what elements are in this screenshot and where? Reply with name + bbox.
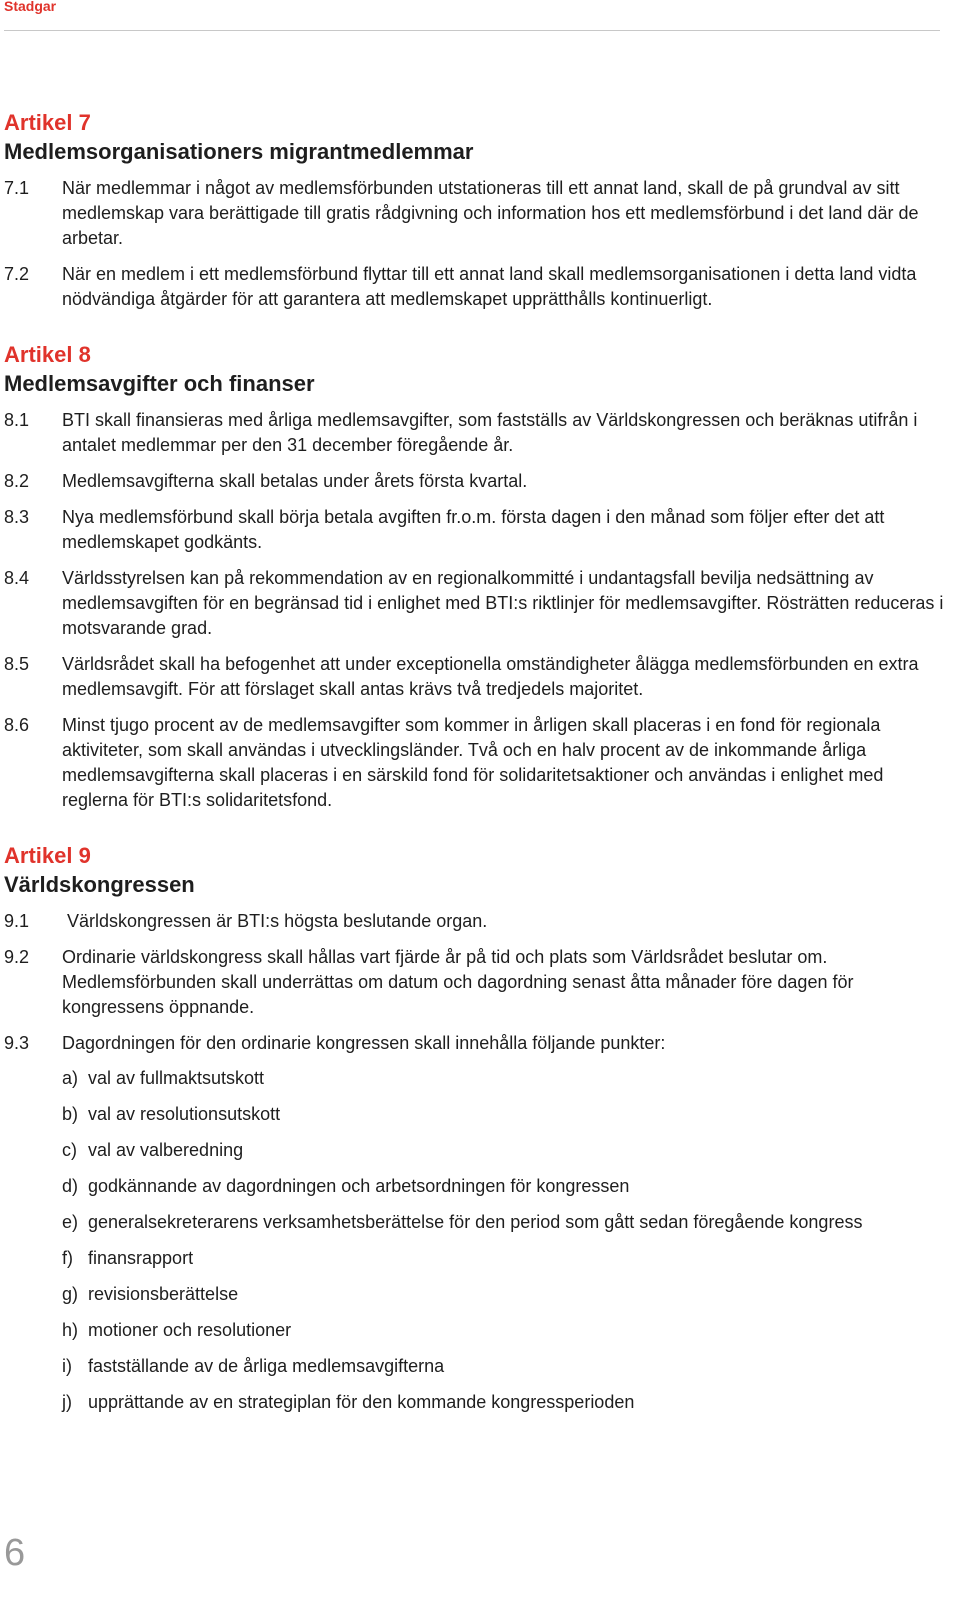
article-title: Medlemsavgifter och finanser [4,371,315,396]
clause [4,176,944,251]
list-item [62,1066,944,1091]
article-8 [4,340,944,813]
list-item-text: upprättande av en strategiplan för den kommande kongressperioden [88,1392,635,1412]
list-item [62,1282,944,1307]
clause-text: Nya medlemsförbund skall börja betala avgiften fr.o.m. första dagen i den månad som följer efter det att medlemskapet godkänts. [62,507,885,552]
clause-text: Dagordningen för den ordinarie kongressen skall innehålla följande punkter: [62,1033,666,1053]
list-item-text: val av fullmaktsutskott [88,1068,265,1088]
list-item-letter: a) [62,1068,79,1088]
list-item [62,1318,944,1343]
clause-text: Medlemsavgifterna skall betalas under årets första kvartal. [62,471,528,491]
list-item-text: godkännande av dagordningen och arbetsordningen för kongressen [88,1176,630,1196]
list-item [62,1102,944,1127]
article-number: Artikel 8 [4,342,91,367]
clause-text: Världsrådet skall ha befogenhet att under exceptionella omständigheter ålägga medlemsförbunden en extra medlemsavgift. För att förslaget skall antas krävs två tredjedels majoritet. [62,654,919,699]
clause [4,945,944,1020]
clause-text: Minst tjugo procent av de medlemsavgifter som kommer in årligen skall placeras i en fond för regionala aktiviteter, som skall användas i utvecklingsländer. Två och en halv procent av de inkommande årliga medlemsavgifterna skall placeras i en särskild fond för solidaritetsaktioner och användas i enlighet med reglerna för BTI:s solidaritetsfond. [62,715,884,810]
clause-text: Ordinarie världskongress skall hållas vart fjärde år på tid och plats som Världsrådet beslutar om. Medlemsförbunden skall underrättas om datum och dagordning senast åtta månader före dagen för kongressens öppnande. [62,947,854,1017]
list-item-letter: g) [62,1284,79,1304]
clause-text: Världskongressen är BTI:s högsta beslutande organ. [62,911,488,931]
clause [4,1031,944,1426]
list-item-letter: d) [62,1176,79,1196]
clause-number: 8.5 [4,654,30,674]
clause [4,909,944,934]
list-item-text: val av valberedning [88,1140,244,1160]
clause-number: 8.6 [4,715,30,735]
list-item-letter: e) [62,1212,79,1232]
list-item [62,1138,944,1163]
clause-number: 8.3 [4,507,30,527]
list-item-text: motioner och resolutioner [88,1320,292,1340]
list-item [62,1174,944,1199]
clause [4,469,944,494]
list-item-letter: i) [62,1356,72,1376]
list-item-letter: b) [62,1104,79,1124]
list-item [62,1390,944,1415]
list-item-text: generalsekreterarens verksamhetsberättelse för den period som gått sedan föregående kongress [88,1212,863,1232]
clause [4,652,944,702]
clause-number: 9.1 [4,911,30,931]
list-item [62,1354,944,1379]
list-item-text: fastställande av de årliga medlemsavgifterna [88,1356,445,1376]
list-item-letter: c) [62,1140,77,1160]
clause-number: 7.1 [4,178,30,198]
article-7 [4,108,944,312]
list-item-text: revisionsberättelse [88,1284,239,1304]
clause [4,505,944,555]
clause [4,713,944,813]
document-section-label: Stadgar [4,0,57,14]
clause-content [62,1031,944,1426]
list-item-letter: f) [62,1248,73,1268]
list-item [62,1210,944,1235]
article-number: Artikel 7 [4,110,91,135]
clause-number: 8.1 [4,410,30,430]
clause-number: 9.3 [4,1033,30,1053]
list-item-text: val av resolutionsutskott [88,1104,281,1124]
clause-text: Världsstyrelsen kan på rekommendation av en regionalkommitté i undantagsfall bevilja nedsättning av medlemsavgiften för en begränsad tid i enlighet med BTI:s riktlinjer för medlemsavgifter. Rösträtten reduceras i motsvarande grad. [62,568,944,638]
clause-number: 7.2 [4,264,30,284]
clause-number: 8.4 [4,568,30,588]
clause [4,566,944,641]
article-number: Artikel 9 [4,843,91,868]
clause-text: BTI skall finansieras med årliga medlemsavgifter, som fastställs av Världskongressen och beräknas utifrån i antalet medlemmar per den 31 december föregående år. [62,410,918,455]
list-item-letter: h) [62,1320,79,1340]
page-number: 6 [4,1532,26,1574]
document-body [4,108,944,1454]
clause-text: När en medlem i ett medlemsförbund flyttar till ett annat land skall medlemsorganisationen i detta land vidta nödvändiga åtgärder för att garantera att medlemskapet upprätthålls kontinuerligt. [62,264,917,309]
list-item-text: finansrapport [88,1248,194,1268]
list-item [62,1246,944,1271]
clause-number: 8.2 [4,471,30,491]
list-item-letter: j) [62,1392,72,1412]
clause [4,408,944,458]
agenda-list [62,1066,944,1415]
clause-number: 9.2 [4,947,30,967]
article-title: Världskongressen [4,872,195,897]
article-9 [4,841,944,1426]
article-title: Medlemsorganisationers migrantmedlemmar [4,139,474,164]
clause-text: När medlemmar i något av medlemsförbunden utstationeras till ett annat land, skall de på grundval av sitt medlemskap vara berättigade till gratis rådgivning och information hos ett medlemsförbund i det land där de arbetar. [62,178,919,248]
header-divider [4,30,940,31]
clause [4,262,944,312]
